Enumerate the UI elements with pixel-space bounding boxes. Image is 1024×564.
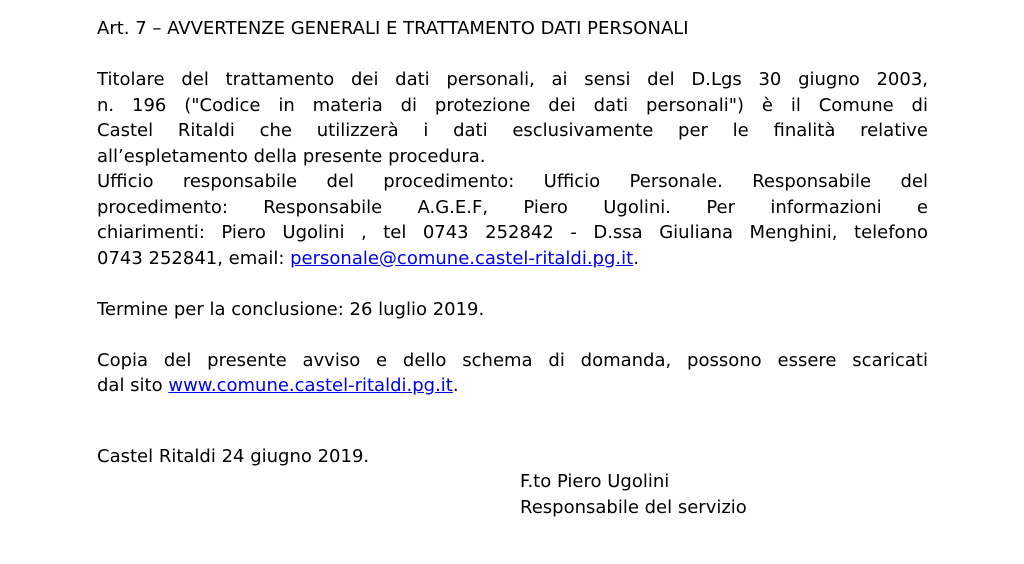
email-line-prefix: 0743 252841, email: (97, 247, 291, 269)
signature-name: F.to Piero Ugolini (520, 471, 670, 492)
document-body (97, 16, 928, 520)
email-line-suffix: . (633, 247, 639, 269)
privacy-paragraph (97, 67, 928, 169)
website-link[interactable]: www.comune.castel-ritaldi.pg.it (168, 375, 453, 396)
site-line-suffix: . (452, 375, 459, 396)
download-paragraph (97, 348, 928, 399)
text-line-with-link (97, 373, 928, 399)
signature-role: Responsabile del servizio (520, 496, 747, 518)
text-line: Castel Ritaldi che utilizzerà i dati esclusivamente per le finalità relative (97, 120, 928, 141)
text-line: chiarimenti: Piero Ugolini , tel 0743 252842 - D.ssa Giuliana Menghini, telefono (97, 222, 928, 243)
site-line-prefix: dal sito (97, 375, 169, 396)
signature-block (520, 469, 822, 520)
text-line: n. 196 ("Codice in materia di protezione dei dati personali") è il Comune di (97, 94, 928, 116)
email-link[interactable]: personale@comune.castel-ritaldi.pg.it (290, 247, 634, 269)
text-line: procedimento: Responsabile A.G.E.F, Piero Ugolini. Per informazioni e (97, 196, 928, 218)
place-date-line: Castel Ritaldi 24 giugno 2019. (97, 445, 370, 467)
text-line: Copia del presente avviso e dello schema di domanda, possono essere scaricati (97, 349, 928, 371)
office-paragraph (97, 169, 928, 271)
text-line: all’espletamento della presente procedura. (97, 145, 486, 167)
text-line: Ufficio responsabile del procedimento: Ufficio Personale. Responsabile del (97, 171, 928, 192)
deadline-line: Termine per la conclusione: 26 luglio 2019. (97, 298, 485, 320)
text-line-with-link (97, 246, 928, 272)
text-line: Titolare del trattamento dei dati personali, ai sensi del D.Lgs 30 giugno 2003, (97, 69, 928, 90)
article-title: Art. 7 – AVVERTENZE GENERALI E TRATTAMENTO DATI PERSONALI (97, 18, 689, 39)
